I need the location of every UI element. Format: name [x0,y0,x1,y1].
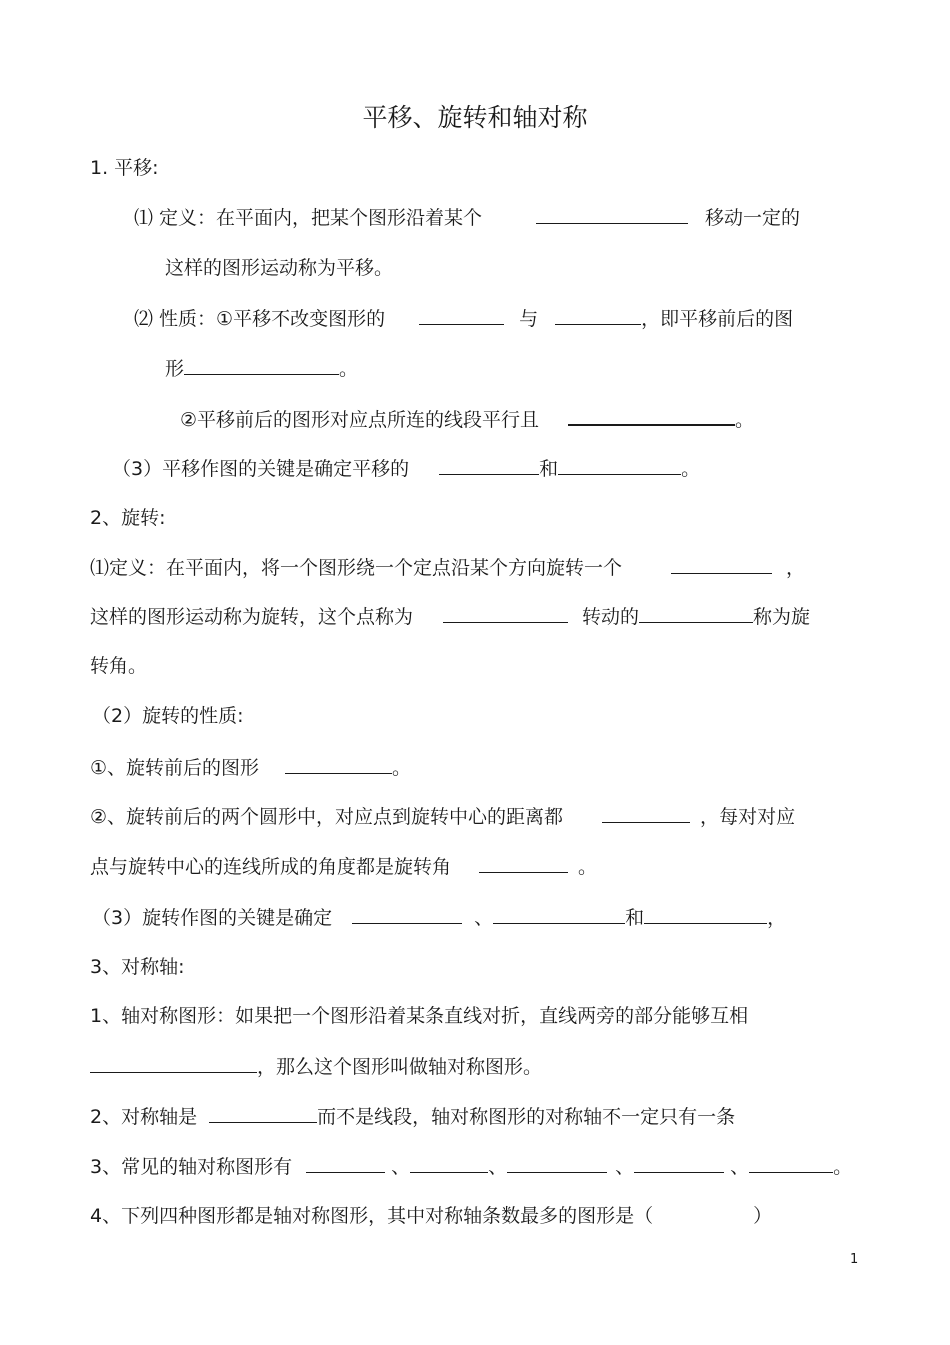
s3-item-1-text-b: ，那么这个图形叫做轴对称图形。 [257,1056,543,1078]
blank-s1-direction-2[interactable] [439,456,539,475]
s1-definition-line-1 [134,205,800,230]
blank-s1-shape[interactable] [419,306,504,325]
s1-definition-line-2: 这样的图形运动称为平移。 [165,257,394,279]
s2-key-text-c: 和 [625,907,645,929]
s3-sep-4: 、 [730,1156,750,1178]
s3-item-4-text-b: ） [753,1205,773,1227]
s3-item-3-text-a: 3、常见的轴对称图形有 [90,1156,293,1178]
blank-s2-center-2[interactable] [352,905,462,924]
s2-def-text-b: ， [786,557,806,579]
s1-prop-text-f: ②平移前后的图形对应点所连的线段平行且 [180,409,540,431]
s3-item-2 [90,1104,735,1129]
page-title: 平移、旋转和轴对称 [362,103,588,132]
s3-item-1-line-1: 1、轴对称图形：如果把一个图形沿着某条直线对折，直线两旁的部分能够互相 [90,1005,749,1027]
s1-key-text-a: （3）平移作图的关键是确定平移的 [112,458,410,480]
s3-item-3 [90,1154,852,1179]
s2-key-text-b: 、 [474,907,494,929]
blank-s1-size[interactable] [555,306,641,325]
blank-s2-rotation-angle[interactable] [639,604,753,623]
s3-sep-1: 、 [391,1156,411,1178]
s2-def-text-c: 这样的图形运动称为旋转，这个点称为 [90,606,414,628]
s2-def-text-a: ⑴定义：在平面内，将一个图形绕一个定点沿某个方向旋转一个 [90,557,623,579]
section-2-heading: 2、旋转: [90,507,166,529]
s3-item-4 [90,1204,772,1228]
s1-key-text-b: 和 [539,458,559,480]
s1-key-line [112,456,700,481]
s1-def-text-a: ⑴ 定义：在平面内，把某个图形沿着某个 [134,207,483,229]
blank-s3-shape-2[interactable] [410,1154,488,1173]
s1-prop-text-d: 形 [165,358,185,380]
s1-prop-text-e: 。 [339,358,359,380]
s1-prop-text-g: 。 [735,409,755,431]
blank-s2-direction[interactable] [493,905,625,924]
blank-s2-equal-distance[interactable] [602,804,690,823]
s2-definition-line-2 [90,604,810,629]
s3-sep-3: 、 [615,1156,635,1178]
blank-s3-line[interactable] [209,1104,317,1123]
s2-definition-line-3: 转角。 [90,655,148,677]
s2-property-1 [90,755,411,780]
s2-prop2-text-c: 每对对应 [719,806,796,828]
blank-s1-distance[interactable] [558,456,681,475]
s1-prop-text-c: ，即平移前后的图 [641,308,794,330]
s1-key-text-c: 。 [681,458,701,480]
s2-prop2-text-d: 点与旋转中心的连线所成的角度都是旋转角 [90,856,452,878]
s1-property-line-3 [180,406,754,432]
section-3-heading: 3、对称轴: [90,956,185,978]
blank-s1-congruent[interactable] [184,356,339,375]
s1-property-line-2 [165,356,358,381]
s3-item-4-text-a: 4、下列四种图形都是轴对称图形，其中对称轴条数最多的图形是（ [90,1205,654,1227]
blank-s2-angle[interactable] [671,555,772,574]
s1-prop-text-b: 与 [519,308,539,330]
s2-prop1-text: ①、旋转前后的图形 [90,757,260,779]
s2-prop2-text-a: ②、旋转前后的两个圆形中，对应点到旋转中心的距离都 [90,806,564,828]
blank-s2-equal-angle[interactable] [479,854,568,873]
s2-def-text-e: 称为旋 [753,606,811,628]
blank-s1-equal[interactable] [568,406,735,426]
s2-prop2-text-e: 。 [578,856,598,878]
blank-s3-shape-4[interactable] [634,1154,724,1173]
section-1-heading: 1. 平移: [90,157,159,179]
s2-def-text-d: 转动的 [582,606,640,628]
s1-prop-text-a: ⑵ 性质：①平移不改变图形的 [134,308,386,330]
s2-properties-heading: （2）旋转的性质: [92,705,244,727]
blank-s3-shape-3[interactable] [507,1154,607,1173]
blank-s3-shape-5[interactable] [749,1154,833,1173]
s1-def-text-b: 移动一定的 [705,207,801,229]
s2-property-2-line-2 [90,854,597,879]
s3-item-3-end: 。 [833,1156,853,1178]
s2-key-text-d: ， [767,907,787,929]
page-number: 1 [850,1252,859,1267]
s2-definition-line-1 [90,555,805,580]
s3-item-1-line-2 [90,1054,542,1079]
blank-s3-shape-1[interactable] [306,1154,385,1173]
blank-s2-center[interactable] [443,604,568,623]
s3-item-2-text-b: 而不是线段，轴对称图形的对称轴不一定只有一条 [317,1106,736,1128]
s2-prop1-end: 。 [392,757,412,779]
blank-s2-unchanged[interactable] [285,755,392,774]
s2-prop2-text-b: ， [700,806,720,828]
blank-s3-overlap[interactable] [90,1054,257,1073]
s3-sep-2: 、 [488,1156,508,1178]
s1-property-line-1 [134,306,793,331]
blank-s2-angle-2[interactable] [644,905,767,924]
s2-property-2-line-1 [90,804,795,829]
s2-key-line [92,905,786,930]
s2-key-text-a: （3）旋转作图的关键是确定 [92,907,333,929]
blank-s1-direction[interactable] [536,205,688,224]
s3-item-2-text-a: 2、对称轴是 [90,1106,198,1128]
